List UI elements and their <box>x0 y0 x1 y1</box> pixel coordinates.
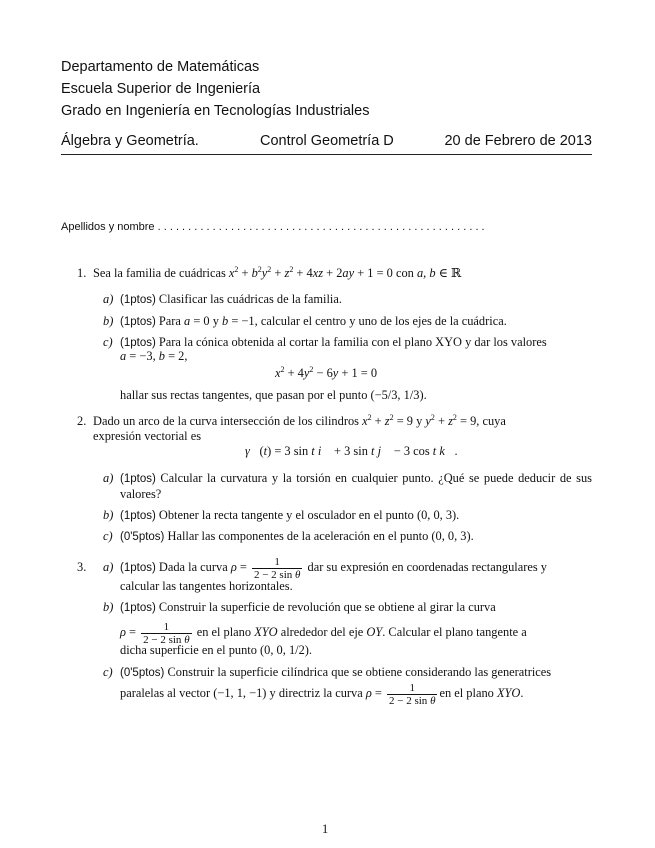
q1b-label: b) <box>103 314 114 328</box>
q3b-text-3: dicha superficie en el punto (0, 0, 1/2). <box>120 643 312 657</box>
q3a-text-2: calcular las tangentes horizontales. <box>120 579 293 593</box>
question-2-statement: Dado un arco de la curva intersección de los cilindros $x^2 + z^2 = 9$ y $y^2 + z^2 = 9$, cuya <box>93 412 506 428</box>
question-1-statement: Sea la familia de cuádricas $x^2 + b^2y^2 + z^2 + 4xz + 2ay + 1 = 0$ con a, b ∈ ℝ <box>93 264 462 280</box>
q3b-fraction: $\frac{1}{\text{2 − 2 sin θ}}$ <box>143 620 190 646</box>
q3c-fraction: $\frac{1}{\text{2 − 2 sin θ}}$ <box>389 681 436 707</box>
q2b-text: (1ptos) Obtener la recta tangente y el osculador en el punto (0, 0, 3). <box>120 508 460 522</box>
q3b-text-2: ρ = $\frac{1}{\text{2 − 2 sin θ}}$ en el plano XYO alrededor del eje OY. Calcular el plano tangente a <box>120 620 527 646</box>
q2b-label: b) <box>103 508 114 522</box>
degree-name: Grado en Ingeniería en Tecnologías Industriales <box>61 103 370 119</box>
q2a-text: (1ptos) Calcular la curvatura y la torsión en cualquier punto. ¿Qué se puede deducir de sus valores? <box>120 471 592 501</box>
page-number: 1 <box>322 822 329 836</box>
question-3-number: 3. <box>77 560 87 574</box>
q3a-fraction: $\frac{1}{\text{2 − 2 sin θ}}$ <box>253 555 301 581</box>
q2c-label: c) <box>103 529 113 543</box>
q1a-label: a) <box>103 292 114 306</box>
q1c-label: c) <box>103 335 113 349</box>
question-2-statement-2: expresión vectorial es <box>93 429 202 443</box>
q3c-text-2: paralelas al vector (−1, 1, −1) y directriz la curva ρ = $\frac{1}{\text{2 − 2 sin θ}}$ en el plano XYO. <box>120 681 524 707</box>
q1c-tangent-text: hallar sus rectas tangentes, que pasan por el punto (−5/3, 1/3). <box>120 388 427 402</box>
school-name: Escuela Superior de Ingeniería <box>61 81 261 97</box>
q1c-values: a = −3, b = 2, <box>120 349 188 363</box>
q1c-text: (1ptos) Para la cónica obtenida al cortar la familia con el plano XYO y dar los valores <box>120 335 547 349</box>
q3a-text: (1ptos) Dada la curva ρ = $\frac{1}{\text{2 − 2 sin θ}}$ dar su expresión en coordenadas rectangulares y <box>120 555 547 581</box>
exam-date: 20 de Febrero de 2013 <box>444 133 592 149</box>
q3a-label: a) <box>103 560 114 574</box>
subject-title: Álgebra y Geometría. <box>61 133 199 149</box>
department-name: Departamento de Matemáticas <box>61 59 260 75</box>
header-divider <box>61 154 592 155</box>
q2a-label: a) <box>103 471 114 485</box>
q2-curve-equation: γ⃗(t) = 3 sin t i⃗ + 3 sin t j⃗ − 3 cos t k⃗. <box>245 444 458 458</box>
question-1-number: 1. <box>77 266 87 280</box>
q3c-label: c) <box>103 665 113 679</box>
q1b-text: (1ptos) Para a = 0 y b = −1, calcular el centro y uno de los ejes de la cuádrica. <box>120 314 507 328</box>
q2c-text: (0'5ptos) Hallar las componentes de la aceleración en el punto (0, 0, 3). <box>120 529 474 543</box>
exam-title: Control Geometría D <box>260 133 394 149</box>
question-2-number: 2. <box>77 414 87 428</box>
q1c-conic-equation: $x^2 + 4y^2 - 6y + 1 = 0$ <box>275 364 378 380</box>
q3b-label: b) <box>103 600 114 614</box>
student-name-field: Apellidos y nombre . . . . . . . . . . . . . . . . . . . . . . . . . . . . . . . . . . . . . . . . . . . . . . . . . . . . . . <box>61 221 485 233</box>
q3b-text: (1ptos) Construir la superficie de revolución que se obtiene al girar la curva <box>120 600 496 614</box>
q1a-text: (1ptos) Clasificar las cuádricas de la familia. <box>120 292 342 306</box>
q3c-text: (0'5ptos) Construir la superficie cilíndrica que se obtiene considerando las generatrices <box>120 665 552 679</box>
